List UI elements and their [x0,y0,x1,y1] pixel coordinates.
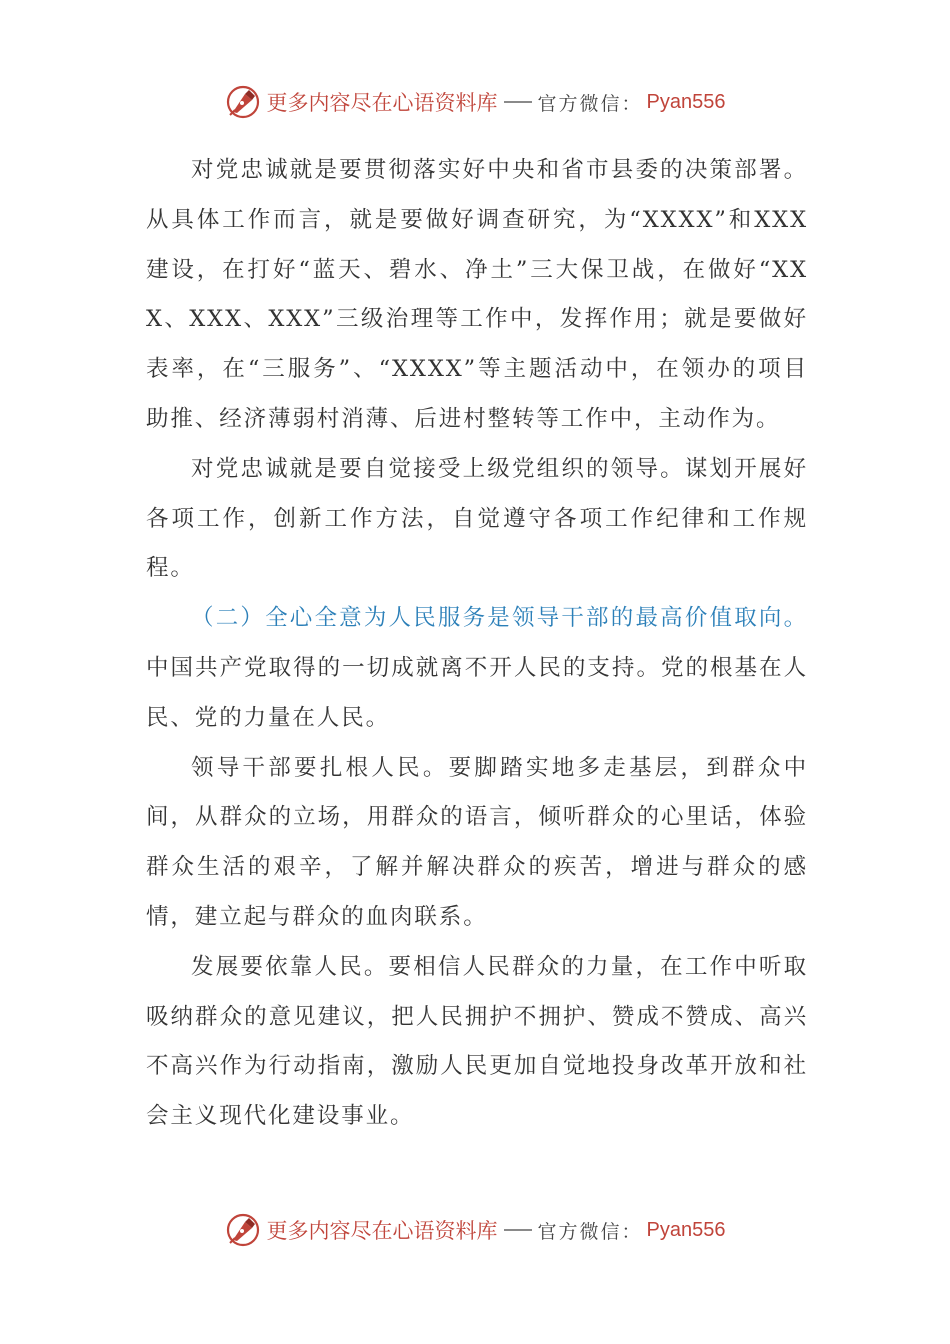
paragraph: 领导干部要扎根人民。要脚踏实地多走基层，到群众中间，从群众的立场，用群众的语言，倾听群众的心里话，体验群众生活的艰辛，了解并解决群众的疾苦，增进与群众的感情，建立起与群众的血肉联系。 [146,754,808,930]
section-heading: （二）全心全意为人民服务是领导干部的最高价值取向。 [191,605,808,632]
wechat-label: 官方微信： [537,92,643,115]
document-body [146,146,808,1142]
watermark-text: 更多内容尽在心语资料库 [266,1219,498,1243]
wechat-id: Pyan556 [646,90,726,113]
watermark-divider [504,101,532,103]
wechat-label: 官方微信： [537,1220,643,1243]
wechat-id: Pyan556 [646,1218,726,1241]
paragraph: 对党忠诚就是要贯彻落实好中央和省市县委的决策部署。从具体工作而言，就是要做好调查研究，为“XXXX”和XXX建设，在打好“蓝天、碧水、净土”三大保卫战，在做好“XXX、XXX、XXX”三级治理等工作中，发挥作用；就是要做好表率，在“三服务”、“XXXX”等主题活动中，在领办的项目助推、经济薄弱村消薄、后进村整转等工作中，主动作为。 [146,157,808,432]
watermark-divider [504,1229,532,1231]
watermark-text: 更多内容尽在心语资料库 [266,91,498,115]
footer-watermark [0,1210,950,1250]
paragraph: 对党忠诚就是要自觉接受上级党组织的领导。谋划开展好各项工作，创新工作方法，自觉遵守各项工作纪律和工作规程。 [146,455,808,582]
paragraph: 发展要依靠人民。要相信人民群众的力量，在工作中听取吸纳群众的意见建议，把人民拥护不拥护、赞成不赞成、高兴不高兴作为行动指南，激励人民更加自觉地投身改革开放和社会主义现代化建设事业。 [146,953,808,1130]
pen-nib-icon [225,84,261,120]
header-watermark [0,82,950,122]
paragraph [146,594,808,743]
paragraph-text: 中国共产党取得的一切成就离不开人民的支持。党的根基在人民、党的力量在人民。 [146,654,808,731]
pen-nib-icon [225,1212,261,1248]
